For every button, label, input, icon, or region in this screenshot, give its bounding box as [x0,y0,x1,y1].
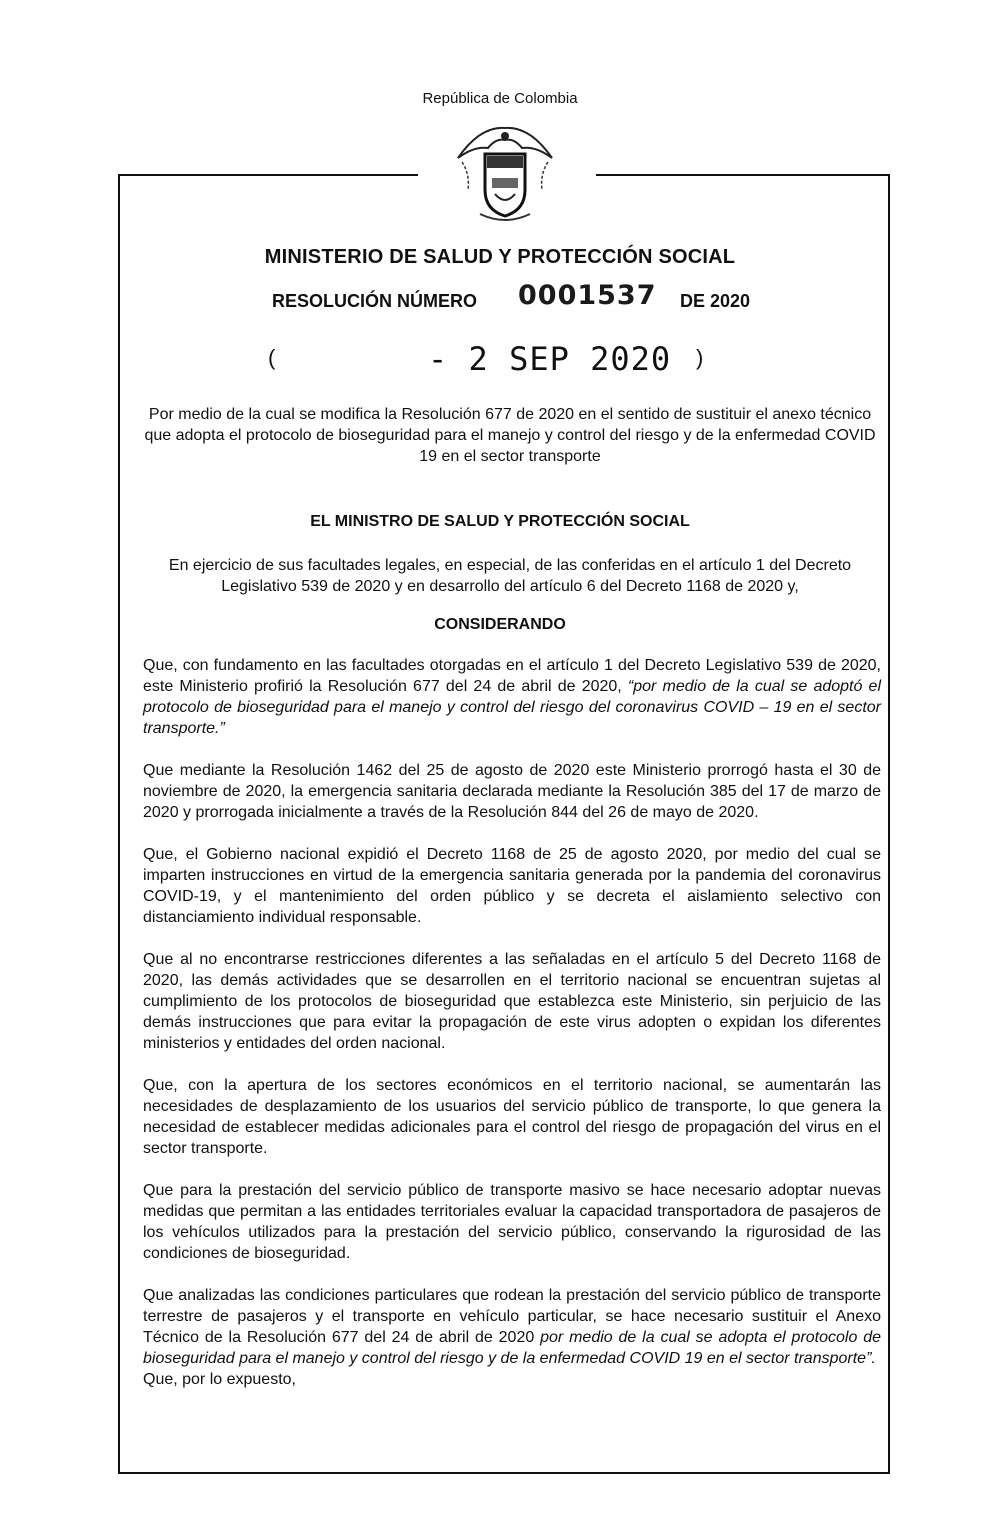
consideration-paragraph-1 [143,655,881,739]
paragraph-1-text: Que, con fundamento en las facultades otorgadas en el artículo 1 del Decreto Legislativo 539 de 2020, este Ministerio profirió la Resolución 677 del 24 de abril de 2020, [143,657,881,695]
consideration-paragraph-6: Que para la prestación del servicio público de transporte masivo se hace necesario adoptar nuevas medidas que permitan a las entidades territoriales evaluar la capacidad transportadora de pasajeros de los vehículos utilizados para la prestación del servicio público, conservando la rigurosidad de las condiciones de bioseguridad. [143,1182,881,1262]
date-paren-open: ( [268,345,276,370]
ministry-title: MINISTERIO DE SALUD Y PROTECCIÓN SOCIAL [264,246,736,268]
resolution-subject: Por medio de la cual se modifica la Resolución 677 de 2020 en el sentido de sustituir el anexo técnico que adopta el protocolo de bioseguridad para el manejo y control del riesgo y de la enfermedad COVID 19 en el sector transporte [144,406,876,465]
considerations-body [143,655,881,1390]
date-stamp: - 2 SEP 2020 [428,340,672,378]
paragraph-7-quote: por medio de la cual se adopta el protocolo de bioseguridad para el manejo y control del riesgo y de la enfermedad COVID 19 en el sector transporte”. [143,1329,882,1367]
consideration-paragraph-4: Que al no encontrarse restricciones diferentes a las señaladas en el artículo 5 del Decreto 1168 de 2020, las demás actividades que se desarrollen en el territorio nacional se encuentran sujetas al cumplimiento de los protocolos de bioseguridad que establezca este Ministerio, sin perjuicio de las demás instrucciones que para evitar la propagación de este virus adopten o expidan los diferentes ministerios y entidades del orden nacional. [143,951,881,1052]
considering-heading: CONSIDERANDO [434,616,566,633]
republic-heading: República de Colombia [422,90,578,107]
coat-of-arms-icon [440,118,570,228]
paragraph-7-text: Que analizadas las condiciones particulares que rodean la prestación del servicio público de transporte terrestre de pasajeros y el transporte en vehículo particular, se hace necesario sustituir el Anexo Técnico de la Resolución 677 del 24 de abril de 2020 [143,1287,881,1346]
resolution-label: RESOLUCIÓN NÚMERO [272,291,478,311]
minister-heading: EL MINISTRO DE SALUD Y PROTECCIÓN SOCIAL [310,513,690,530]
consideration-paragraph-7 [143,1285,881,1369]
consideration-paragraph-3: Que, el Gobierno nacional expidió el Decreto 1168 de 25 de agosto 2020, por medio del cual se imparten instrucciones en virtud de la emergencia sanitaria generada por la pandemia del coronavirus COVID-19, y el mantenimiento del orden público y se decreta el aislamiento selectivo con distanciamiento individual responsable. [143,846,881,926]
resolution-year: DE 2020 [680,291,751,311]
frame-top-right-rule [596,174,890,176]
consideration-paragraph-8: Que, por lo expuesto, [143,1371,296,1388]
consideration-paragraph-5: Que, con la apertura de los sectores económicos en el territorio nacional, se aumentarán las necesidades de desplazamiento de los usuarios del servicio público de transporte, lo que genera la necesidad de establecer medidas adicionales para el control del riesgo de propagación del virus en el sector transporte. [143,1077,881,1157]
frame-top-left-rule [118,174,418,176]
consideration-paragraph-2: Que mediante la Resolución 1462 del 25 de agosto de 2020 este Ministerio prorrogó hasta el 30 de noviembre de 2020, la emergencia sanitaria declarada mediante la Resolución 385 del 17 de marzo de 2020 y prorrogada inicialmente a través de la Resolución 844 del 26 de mayo de 2020. [143,762,881,821]
resolution-number-stamp: 0001537 [518,280,657,311]
legal-powers-statement: En ejercicio de sus facultades legales, en especial, de las conferidas en el artículo 1 del Decreto Legislativo 539 de 2020 y en desarrollo del artículo 6 del Decreto 1168 de 2020 y, [168,557,852,595]
paragraph-1-quote: “por medio de la cual se adoptó el protocolo de bioseguridad para el manejo y control del riesgo del coronavirus COVID – 19 en el sector transporte.” [143,678,881,737]
date-paren-close: ) [696,345,704,370]
